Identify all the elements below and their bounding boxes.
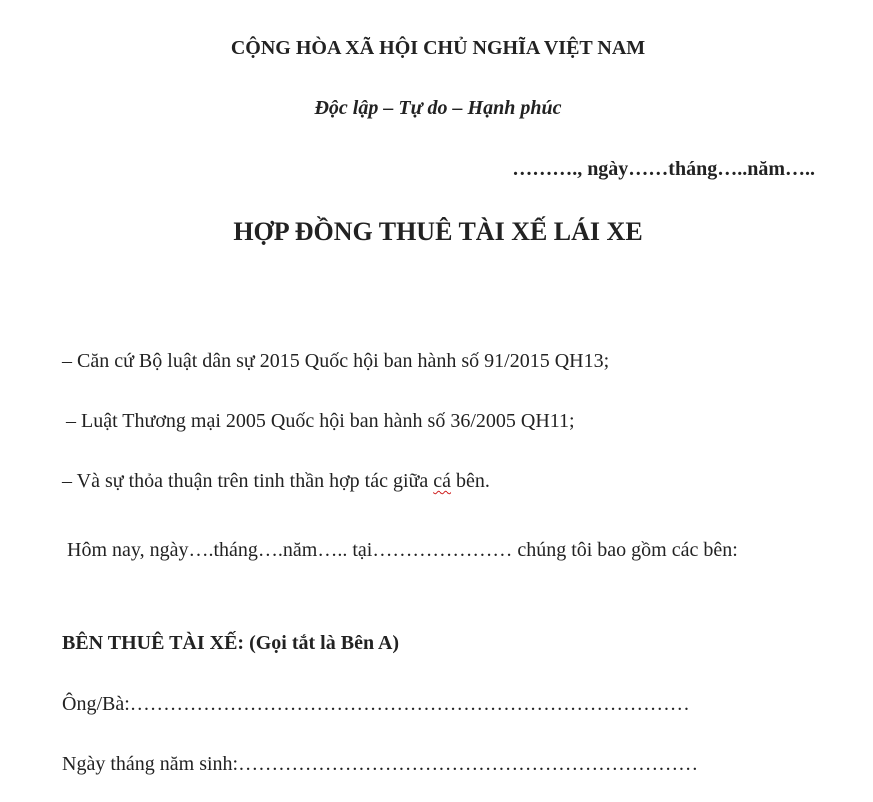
contract-title: HỢP ĐỒNG THUÊ TÀI XẾ LÁI XE	[233, 217, 643, 246]
spelling-flagged-word: cá	[433, 470, 452, 492]
party-a-name-field: Ông/Bà:…………………………………………………………………………	[62, 693, 690, 715]
party-a-heading: BÊN THUÊ TÀI XẾ: (Gọi tắt là Bên A)	[62, 632, 400, 654]
legal-basis-commercial-law: – Luật Thương mại 2005 Quốc hội ban hành số 36/2005 QH11;	[66, 410, 575, 432]
party-a-dob-field: Ngày tháng năm sinh:……………………………………………………………	[62, 753, 699, 775]
national-title: CỘNG HÒA XÃ HỘI CHỦ NGHĨA VIỆT NAM	[230, 37, 646, 59]
national-motto: Độc lập – Tự do – Hạnh phúc	[314, 97, 562, 119]
agreement-text-end: bên.	[451, 470, 490, 492]
intro-paragraph: Hôm nay, ngày….tháng….năm….. tại………………… chúng tôi bao gồm các bên:	[67, 539, 738, 561]
date-line: ………., ngày……tháng…..năm…..	[512, 158, 815, 180]
legal-basis-agreement	[62, 469, 490, 493]
legal-basis-civil-code: – Căn cứ Bộ luật dân sự 2015 Quốc hội ban hành số 91/2015 QH13;	[62, 350, 610, 372]
agreement-text-start: – Và sự thỏa thuận trên tinh thần hợp tác giữa	[62, 470, 434, 492]
